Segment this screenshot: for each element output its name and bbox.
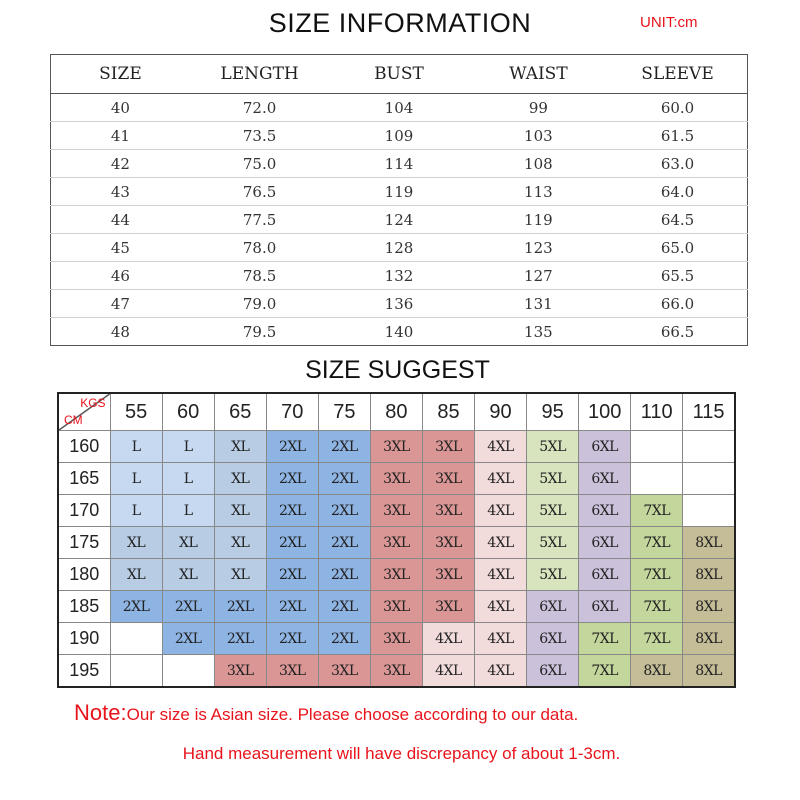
height-header-cell: 175 [58,527,110,559]
weight-header-cell: 90 [475,393,527,431]
size-cell: 3XL [214,655,266,688]
table-row [51,290,748,318]
size-cell: 2XL [266,591,318,623]
size-cell: 4XL [475,495,527,527]
weight-header-cell: 70 [266,393,318,431]
unit-label: UNIT:cm [640,14,698,31]
table-cell-bust: 124 [329,206,468,234]
size-cell: 4XL [475,527,527,559]
size-cell: XL [110,527,162,559]
weight-header-row [58,393,735,431]
size-cell [110,623,162,655]
size-cell: 3XL [422,431,474,463]
size-information-body [51,94,748,346]
table-row [58,623,735,655]
size-cell: 3XL [422,527,474,559]
size-cell: XL [162,559,214,591]
size-cell: 6XL [527,655,579,688]
size-cell: 2XL [266,463,318,495]
table-cell-bust: 140 [384,322,414,341]
size-cell: 5XL [527,527,579,559]
height-header-cell: 165 [58,463,110,495]
table-row [51,234,748,262]
size-cell: 3XL [370,559,422,591]
size-cell: 6XL [579,431,631,463]
size-cell: 3XL [422,591,474,623]
size-cell: XL [162,527,214,559]
table-row [58,655,735,688]
table-cell-sleeve: 64.5 [608,206,747,234]
size-cell: 6XL [579,559,631,591]
size-information-table [50,54,748,346]
size-cell: 4XL [475,463,527,495]
size-cell: 4XL [422,623,474,655]
table-cell-length: 78.0 [190,234,329,262]
size-cell: XL [214,431,266,463]
table-cell-waist: 108 [469,150,608,178]
table-row [51,262,748,290]
table-cell-size: 40 [51,94,190,122]
size-suggest-table [57,392,736,688]
size-cell: 4XL [475,623,527,655]
size-cell: 2XL [110,591,162,623]
size-cell: 3XL [370,623,422,655]
height-header-cell: 185 [58,591,110,623]
table-cell-length: 75.0 [190,150,329,178]
height-header-cell: 180 [58,559,110,591]
column-header-size: SIZE [51,55,190,94]
size-cell: 8XL [683,527,735,559]
size-cell: 4XL [475,655,527,688]
size-suggest-body [58,431,735,688]
note-line-1 [74,700,578,726]
weight-header-cell: 60 [162,393,214,431]
table-row [58,431,735,463]
table-cell-bust: 119 [329,178,468,206]
size-cell: 6XL [579,463,631,495]
size-cell: 2XL [318,527,370,559]
column-header-waist: WAIST [469,55,608,94]
size-cell [683,431,735,463]
size-cell: 3XL [422,463,474,495]
size-cell: 2XL [162,623,214,655]
size-cell: L [110,431,162,463]
size-cell: 8XL [683,559,735,591]
table-cell-waist: 135 [524,322,553,341]
corner-header-cell [58,393,110,431]
size-cell: 4XL [422,655,474,688]
size-cell: 5XL [527,463,579,495]
height-header-cell: 195 [58,655,110,688]
table-row [51,178,748,206]
weight-header-cell: 65 [214,393,266,431]
height-header-cell: 160 [58,431,110,463]
table-cell-length: 78.5 [190,262,329,290]
table-row [58,527,735,559]
size-cell: 6XL [579,527,631,559]
table-cell-waist: 131 [469,290,608,318]
size-cell: 2XL [266,431,318,463]
size-cell: 7XL [631,495,683,527]
size-cell: 3XL [370,527,422,559]
table-cell-size: 46 [51,262,190,290]
size-suggest-title: SIZE SUGGEST [305,356,490,384]
height-header-cell: 170 [58,495,110,527]
weight-header-cell: 95 [527,393,579,431]
size-cell: XL [214,495,266,527]
table-cell-size: 44 [51,206,190,234]
weight-header-cell: 80 [370,393,422,431]
size-cell: 2XL [214,623,266,655]
size-cell [683,495,735,527]
size-cell: 2XL [318,463,370,495]
table-cell-sleeve: 64.0 [608,178,747,206]
table-cell-size: 42 [51,150,190,178]
size-cell: 7XL [631,591,683,623]
weight-header-cell: 85 [422,393,474,431]
size-cell [162,655,214,688]
table-cell-length: 72.0 [190,94,329,122]
table-row [58,559,735,591]
table-row [58,495,735,527]
size-cell: 2XL [318,431,370,463]
table-cell-waist: 103 [469,122,608,150]
table-cell-waist: 127 [469,262,608,290]
table-cell-size: 47 [51,290,190,318]
table-row [51,94,748,122]
size-cell: 5XL [527,495,579,527]
size-cell: 3XL [266,655,318,688]
size-cell: 2XL [214,591,266,623]
size-cell: 2XL [162,591,214,623]
size-cell: XL [214,463,266,495]
size-cell: 3XL [370,591,422,623]
size-cell: 6XL [579,591,631,623]
table-cell-sleeve: 65.0 [608,234,747,262]
table-cell-bust: 104 [329,94,468,122]
cm-label: CM [64,413,83,427]
size-cell: 4XL [475,559,527,591]
size-cell: L [162,495,214,527]
table-cell-length: 76.5 [190,178,329,206]
size-cell: 7XL [631,623,683,655]
size-cell: 8XL [683,623,735,655]
table-cell-size: 45 [51,234,190,262]
size-cell: 7XL [631,559,683,591]
table-cell-size: 48 [110,322,130,341]
column-header-bust: BUST [329,55,468,94]
table-cell-size: 43 [51,178,190,206]
table-cell-bust: 132 [329,262,468,290]
size-cell: XL [110,559,162,591]
size-cell: 5XL [527,559,579,591]
table-cell-length: 73.5 [190,122,329,150]
size-cell: L [110,495,162,527]
kgs-label: KGS [80,396,106,410]
size-cell: 4XL [475,431,527,463]
size-cell: 8XL [631,655,683,688]
weight-header-cell: 100 [579,393,631,431]
size-cell: L [162,431,214,463]
size-cell [110,655,162,688]
size-cell [631,431,683,463]
table-row [51,122,748,150]
size-cell: 2XL [318,559,370,591]
size-cell: 2XL [266,559,318,591]
table-cell-waist: 119 [469,206,608,234]
height-header-cell: 190 [58,623,110,655]
weight-header-cell: 110 [631,393,683,431]
size-cell: XL [214,527,266,559]
note-label: Note: [74,700,127,725]
size-cell: 2XL [266,623,318,655]
table-cell-bust: 136 [329,290,468,318]
table-cell-waist: 123 [469,234,608,262]
size-cell: 7XL [631,527,683,559]
table-row [51,150,748,178]
size-cell: 6XL [579,495,631,527]
size-cell: XL [214,559,266,591]
table-cell-length: 77.5 [190,206,329,234]
table-row [58,463,735,495]
table-cell-sleeve: 60.0 [608,94,747,122]
table-cell-length: 79.5 [242,322,277,341]
table-cell-bust: 128 [329,234,468,262]
table-cell-sleeve: 65.5 [608,262,747,290]
size-cell: 2XL [318,495,370,527]
weight-header-cell: 75 [318,393,370,431]
size-cell: 5XL [527,431,579,463]
table-cell-bust: 114 [329,150,468,178]
size-cell [631,463,683,495]
table-cell-sleeve: 61.5 [608,122,747,150]
size-information-header-row [51,55,748,94]
weight-header-cell: 115 [683,393,735,431]
size-cell [683,463,735,495]
weight-header-cell: 55 [110,393,162,431]
size-cell: 2XL [266,527,318,559]
table-cell-length: 79.0 [190,290,329,318]
size-cell: 8XL [683,655,735,688]
size-cell: 3XL [370,495,422,527]
table-cell-waist: 113 [469,178,608,206]
size-cell: 3XL [370,655,422,688]
table-cell-bust: 109 [329,122,468,150]
size-cell: 3XL [422,559,474,591]
size-cell: 7XL [579,655,631,688]
size-cell: 7XL [579,623,631,655]
table-cell-size: 41 [51,122,190,150]
size-information-title: SIZE INFORMATION [268,8,532,38]
size-cell: L [162,463,214,495]
size-cell: 8XL [683,591,735,623]
table-row [51,318,748,346]
note-line-2: Hand measurement will have discrepancy of about 1-3cm. [182,744,621,763]
size-cell: 3XL [370,463,422,495]
table-row [51,206,748,234]
size-cell: 3XL [370,431,422,463]
table-cell-sleeve: 63.0 [608,150,747,178]
size-cell: L [110,463,162,495]
size-cell: 6XL [527,591,579,623]
size-cell: 6XL [527,623,579,655]
table-row [58,591,735,623]
size-cell: 2XL [266,495,318,527]
size-cell: 3XL [318,655,370,688]
table-cell-waist: 99 [469,94,608,122]
table-cell-sleeve: 66.0 [608,290,747,318]
size-cell: 3XL [422,495,474,527]
table-cell-sleeve: 66.5 [660,322,695,341]
size-cell: 4XL [475,591,527,623]
column-header-sleeve: SLEEVE [608,55,747,94]
column-header-length: LENGTH [190,55,329,94]
size-cell: 2XL [318,623,370,655]
size-cell: 2XL [318,591,370,623]
note-text: Our size is Asian size. Please choose according to our data. [126,705,579,724]
